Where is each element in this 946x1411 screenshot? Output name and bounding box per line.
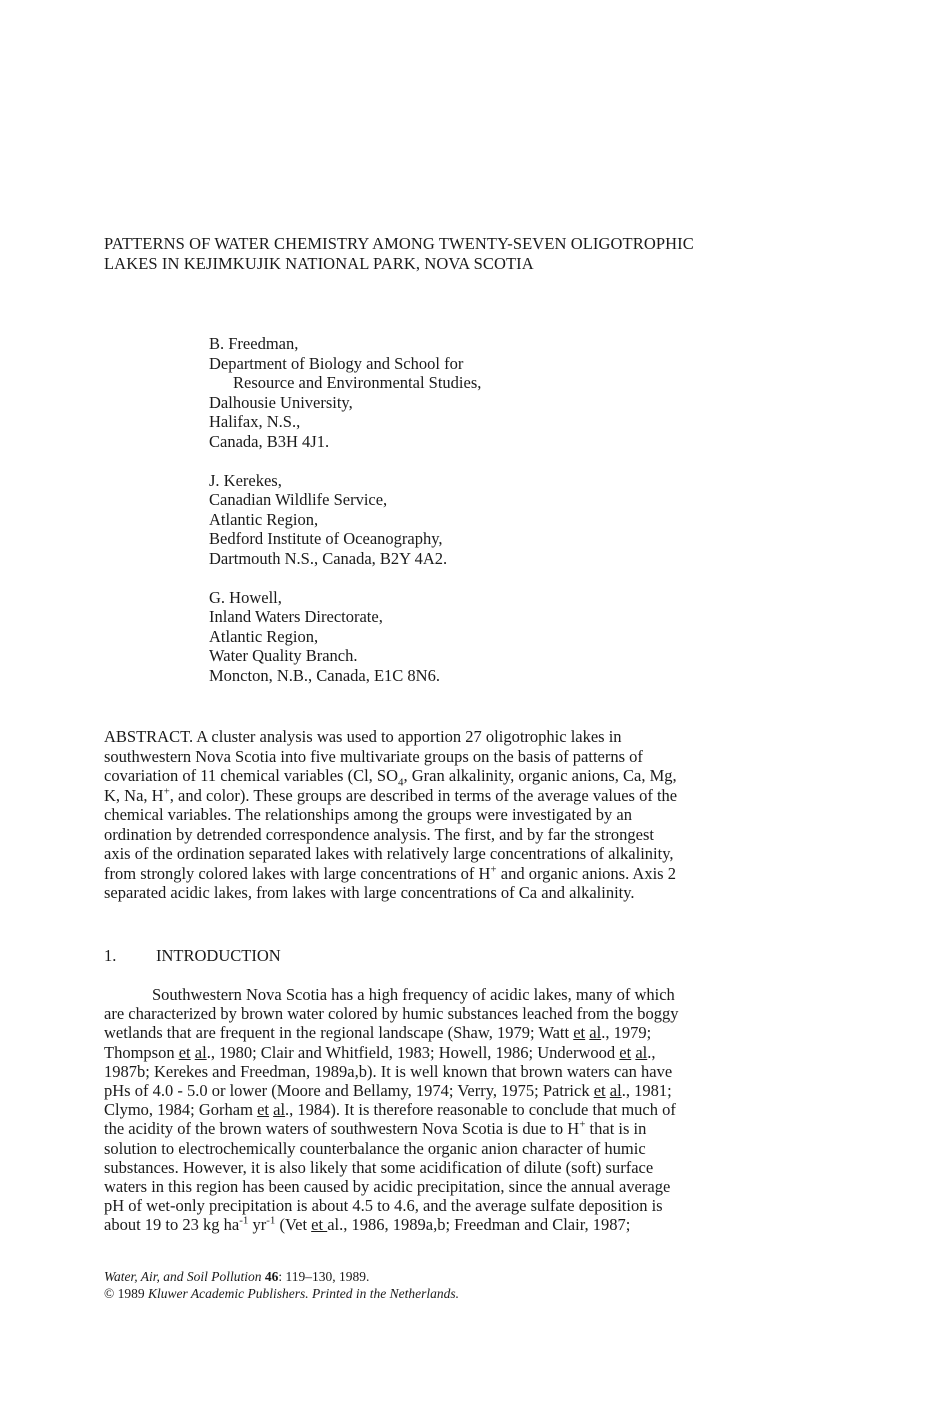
body-line: solution to electrochemically counterbalance the organic anion character of humic (104, 1138, 646, 1158)
title-line-1: PATTERNS OF WATER CHEMISTRY AMONG TWENTY-SEVEN OLIGOTROPHIC (104, 234, 694, 253)
abstract-line: ordination by detrended correspondence analysis. The first, and by far the strongest (104, 824, 654, 844)
abstract-line: axis of the ordination separated lakes with relatively large concentrations of alkalinity, (104, 844, 674, 863)
affiliation-line: Resource and Environmental Studies, (233, 373, 482, 392)
author-block-freedman (209, 334, 769, 451)
author-name: B. Freedman, (209, 334, 299, 353)
affiliation-line: Atlantic Region, (209, 626, 319, 646)
body-line: wetlands that are frequent in the regional landscape (Shaw, 1979; Watt et al., 1979; (104, 1023, 652, 1043)
abstract-line: chemical variables. The relationships among the groups were investigated by an (104, 805, 632, 824)
abstract-line: covariation of 11 chemical variables (Cl, $SO_4$, Gran alkalinity, organic anions, Ca, Mg, (104, 766, 677, 789)
abstract-line: southwestern Nova Scotia into five multivariate groups on the basis of patterns of (104, 746, 643, 766)
abstract (104, 727, 854, 903)
section-title: INTRODUCTION (156, 946, 281, 965)
affiliation-line: Moncton, N.B., Canada, E1C 8N6. (209, 665, 440, 685)
affiliation-line: Department of Biology and School for (209, 353, 464, 373)
body-line: about 19 to 23 kg $ha^{-1}$ $yr^{-1}$ (Vet et al., 1986, 1989a,b; Freedman and Clair, 1987; (104, 1214, 631, 1235)
body-line: pHs of 4.0 - 5.0 or lower (Moore and Bellamy, 1974; Verry, 1975; Patrick et al., 1981; (104, 1081, 672, 1101)
body-line: 1987b; Kerekes and Freedman, 1989a,b). It is well known that brown waters can have (104, 1061, 673, 1081)
body-line: are characterized by brown water colored by humic substances leached from the boggy (104, 1004, 679, 1024)
affiliation-line: Water Quality Branch. (209, 646, 358, 665)
title-line-2: LAKES IN KEJIMKUJIK NATIONAL PARK, NOVA SCOTIA (104, 254, 534, 273)
abstract-line: separated acidic lakes, from lakes with large concentrations of Ca and alkalinity. (104, 883, 635, 902)
body-line: Thompson et al., 1980; Clair and Whitfield, 1983; Howell, 1986; Underwood et al., (104, 1042, 656, 1062)
body-line: the acidity of the brown waters of southwestern Nova Scotia is due to H+ that is in (104, 1118, 647, 1139)
affiliation-line: Inland Waters Directorate, (209, 607, 383, 626)
abstract-line: ABSTRACT. A cluster analysis was used to apportion 27 oligotrophic lakes in (104, 727, 622, 746)
section-number: 1. (104, 946, 117, 965)
author-list (209, 334, 769, 705)
copyright-line: © 1989 Kluwer Academic Publishers. Printed in the Netherlands. (104, 1286, 459, 1301)
body-line: waters in this region has been caused by acidic precipitation, since the annual average (104, 1177, 671, 1197)
citation-line: Water, Air, and Soil Pollution 46: 119–130, 1989. (104, 1269, 370, 1284)
affiliation-line: Atlantic Region, (209, 509, 319, 529)
section-heading-introduction (104, 946, 281, 966)
paper-title (104, 234, 864, 274)
body-line: substances. However, it is also likely that some acidification of dilute (soft) surface (104, 1157, 654, 1177)
body-line: Clymo, 1984; Gorham et al., 1984). It is therefore reasonable to conclude that much of (104, 1100, 676, 1120)
abstract-line: K, Na, H+, and color). These groups are described in terms of the average values of the (104, 785, 678, 805)
introduction-body (104, 985, 854, 1235)
author-name: J. Kerekes, (209, 470, 282, 490)
affiliation-line: Halifax, N.S., (209, 412, 301, 431)
author-name: G. Howell, (209, 587, 282, 607)
author-block-kerekes (209, 471, 769, 569)
affiliation-line: Dartmouth N.S., Canada, B2Y 4A2. (209, 548, 448, 568)
affiliation-line: Canadian Wildlife Service, (209, 490, 388, 509)
body-line: pH of wet-only precipitation is about 4.5 to 4.6, and the average sulfate deposition is (104, 1196, 663, 1216)
body-line: Southwestern Nova Scotia has a high frequency of acidic lakes, many of which (152, 985, 675, 1004)
journal-footer (104, 1268, 459, 1302)
abstract-line: from strongly colored lakes with large concentrations of H+ and organic anions. Axis 2 (104, 863, 676, 883)
author-block-howell (209, 588, 769, 686)
affiliation-line: Dalhousie University, (209, 392, 353, 412)
affiliation-line: Canada, B3H 4J1. (209, 431, 330, 451)
affiliation-line: Bedford Institute of Oceanography, (209, 529, 443, 548)
